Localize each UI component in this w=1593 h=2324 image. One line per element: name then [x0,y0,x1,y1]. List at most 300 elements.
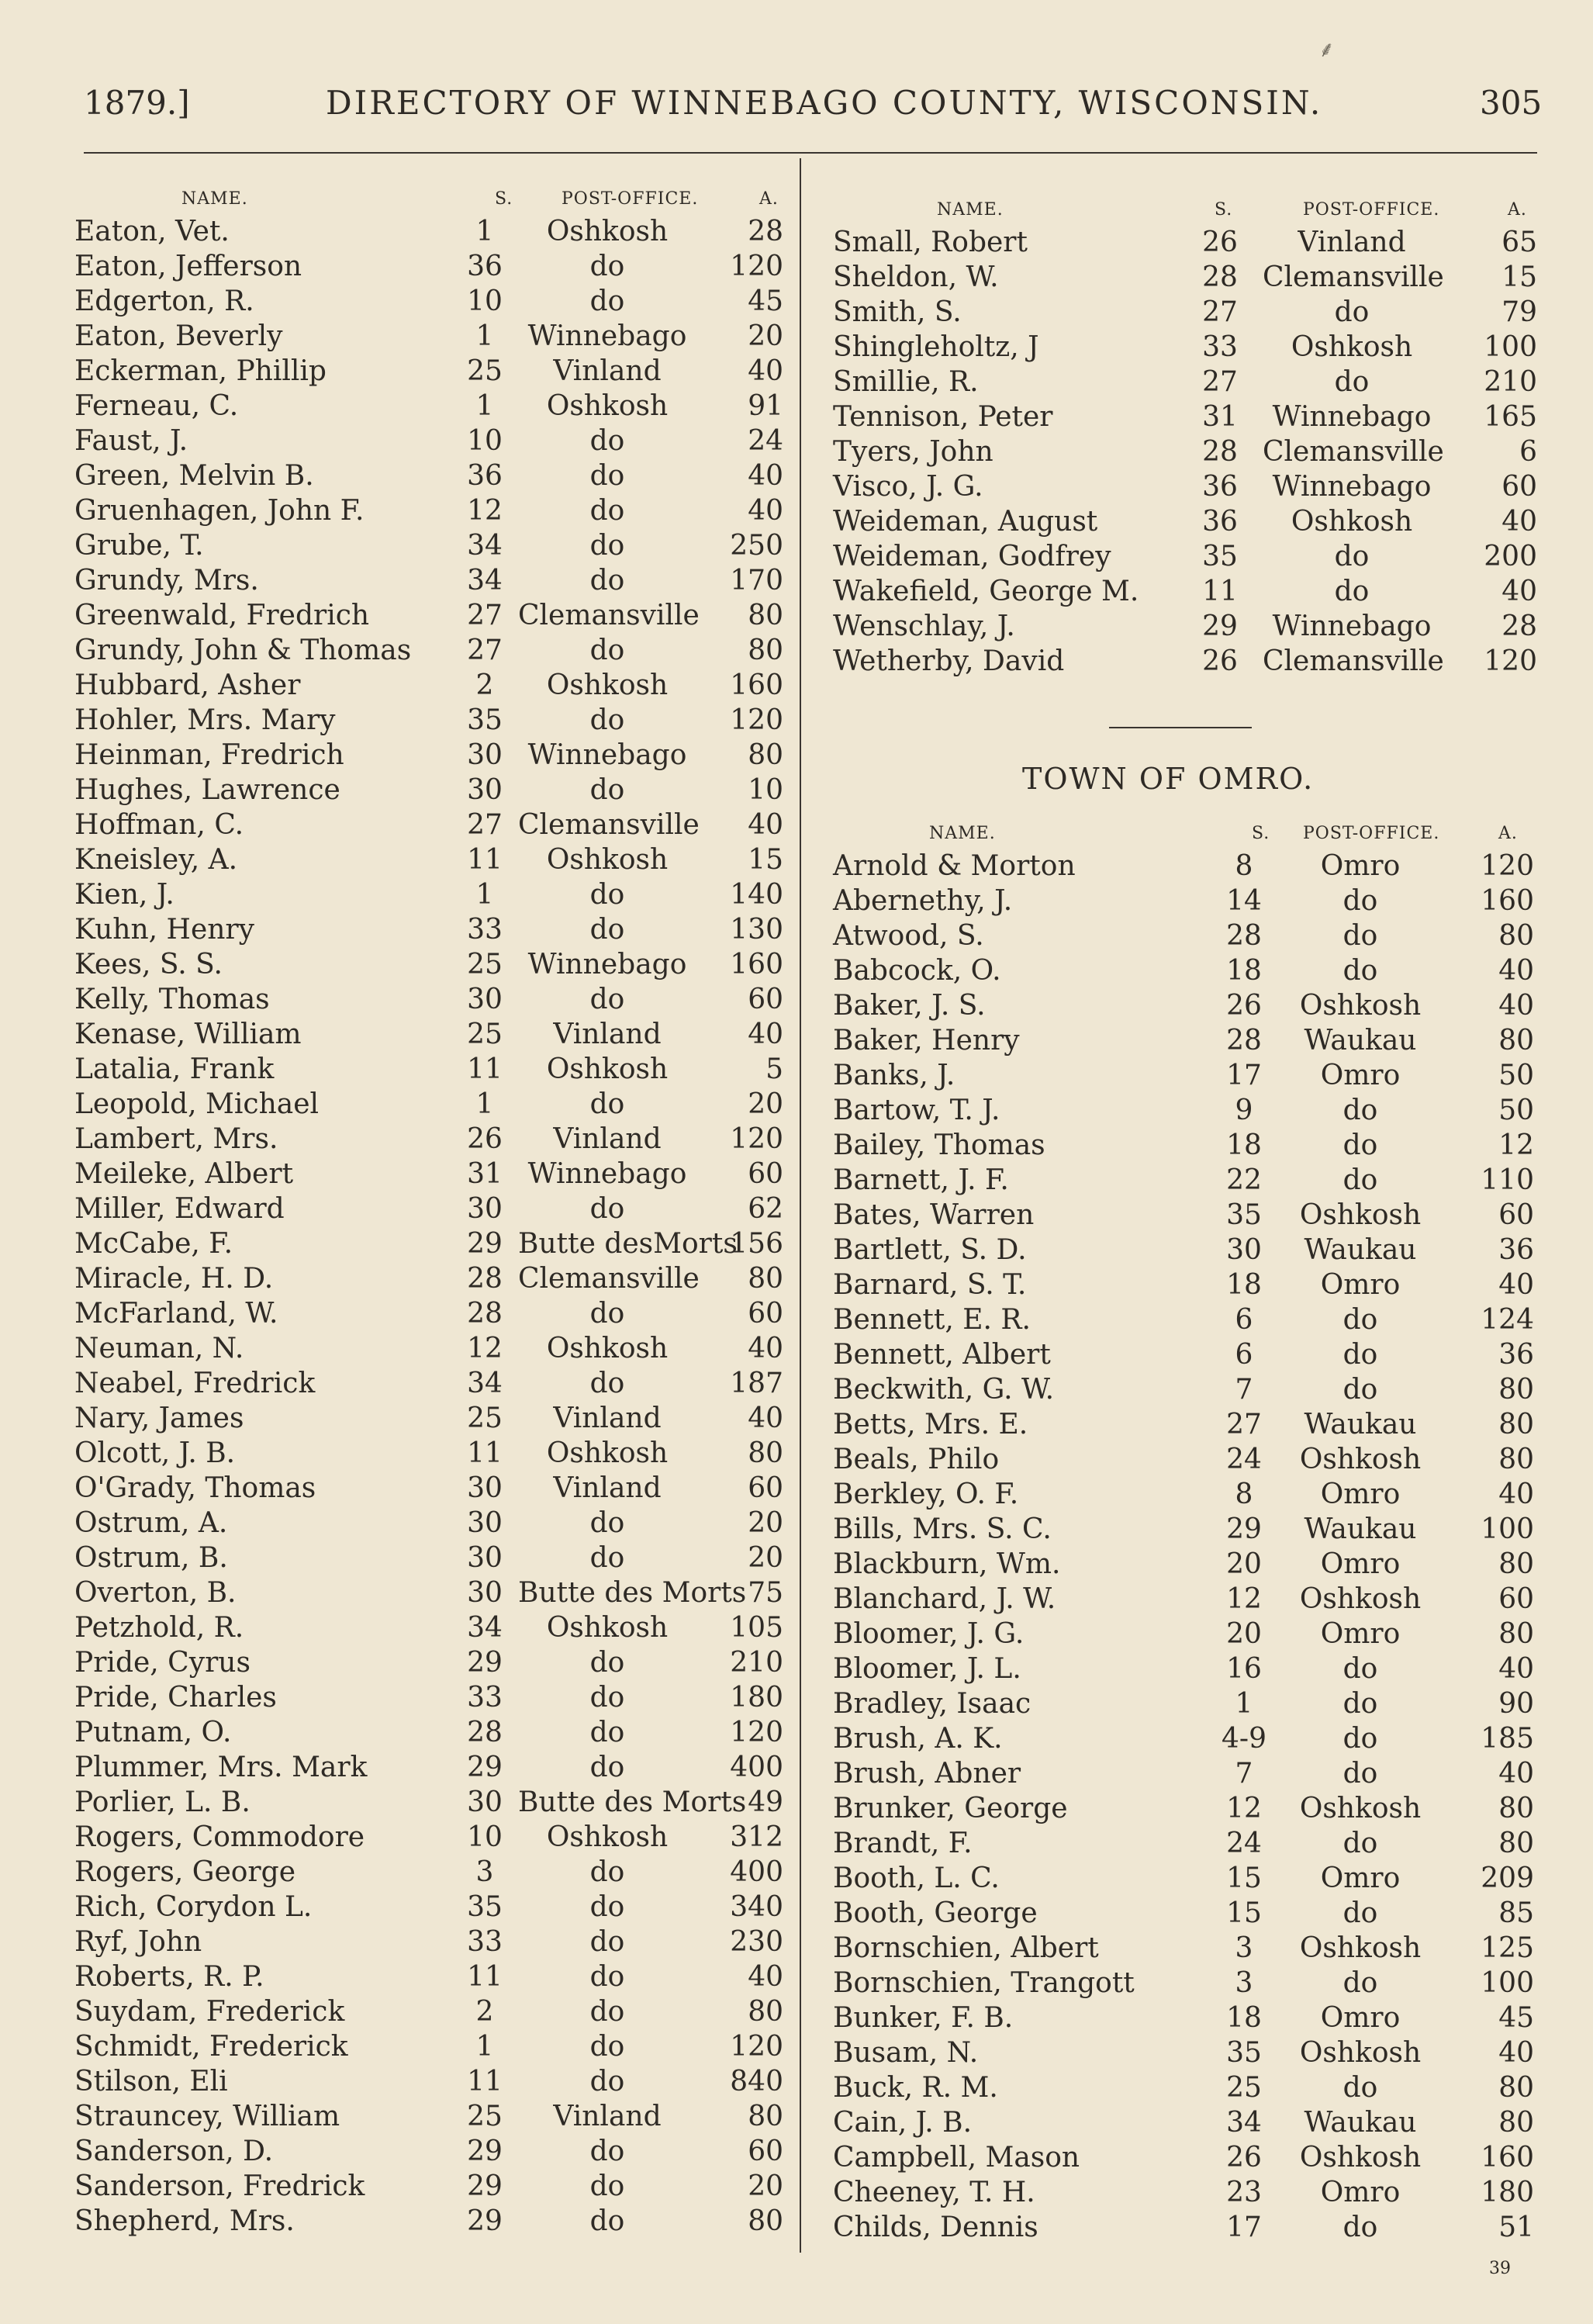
entry-name: Wenschlay, J. [833,610,1015,642]
entry-post-office: do [589,1193,625,1225]
entry-name: Kneisley, A. [74,844,238,876]
entry-name: Kien, J. [74,879,175,911]
entry-post-office: Vinland [1298,227,1406,258]
entry-name: Kuhn, Henry [74,914,254,946]
entry-name: Kenase, William [74,1018,302,1050]
entry-section: 27 [1202,296,1238,328]
table-row [833,609,1546,644]
entry-section: 11 [467,1437,503,1469]
entry-section: 29 [467,2205,503,2237]
table-row [833,1477,1546,1512]
table-row [833,644,1546,679]
entry-post-office: do [1342,955,1378,987]
entry-post-office: Oshkosh [1299,990,1422,1022]
table-row [833,1756,1546,1791]
entry-post-office: do [1334,296,1370,328]
entry-section: 30 [467,1193,503,1225]
entry-post-office: do [589,774,625,806]
table-row [74,1157,796,1191]
entry-acres: 40 [748,355,783,387]
table-row [74,668,796,703]
entry-section: 12 [1226,1793,1262,1824]
entry-name: Schmidt, Frederick [74,2031,348,2063]
header-a: A. [759,189,779,209]
entry-section: 28 [1226,920,1262,952]
entry-name: Bates, Warren [833,1199,1035,1231]
entry-section: 34 [467,1612,503,1644]
table-row [833,1198,1546,1233]
entry-section: 29 [467,2170,503,2202]
entry-acres: 120 [730,1123,783,1155]
entry-name: Pride, Charles [74,1682,277,1714]
entry-acres: 210 [730,1647,783,1679]
entry-name: Eaton, Jefferson [74,251,302,282]
table-row [833,330,1546,365]
entry-name: Meileke, Albert [74,1158,294,1190]
entry-name: Ferneau, C. [74,390,239,422]
entry-name: Bunker, F. B. [833,2002,1014,2034]
entry-post-office: do [589,1996,625,2028]
entry-post-office: do [589,2170,625,2202]
entry-name: Bloomer, J. L. [833,1653,1021,1685]
entry-name: Bradley, Isaac [833,1688,1031,1720]
entry-section: 12 [467,495,503,527]
entry-post-office: do [1342,1897,1378,1929]
entry-post-office: do [589,879,625,911]
entry-post-office: Butte des Morts [518,1786,747,1818]
entry-section: 35 [467,704,503,736]
table-row [74,2134,796,2169]
signature-mark: 39 [1489,2259,1511,2278]
entry-post-office: Clemansville [518,809,700,841]
entry-name: Hohler, Mrs. Mary [74,704,336,736]
entry-name: Strauncey, William [74,2101,340,2132]
entry-post-office: do [589,1752,625,1783]
entry-name: Buck, R. M. [833,2072,998,2104]
entry-name: Beals, Philo [833,1444,1000,1475]
table-row [833,365,1546,399]
table-row [74,633,796,668]
table-row [833,918,1546,953]
table-row [833,295,1546,330]
entry-acres: 125 [1481,1932,1534,1964]
entry-post-office: do [589,2031,625,2063]
entry-name: Roberts, R. P. [74,1961,264,1993]
entry-name: Nary, James [74,1402,244,1434]
entry-name: Bennett, E. R. [833,1304,1031,1336]
entry-name: Rich, Corydon L. [74,1891,313,1923]
entry-post-office: do [1342,1129,1378,1161]
entry-name: Grube, T. [74,530,204,562]
entry-acres: 400 [730,1856,783,1888]
entry-section: 28 [467,1298,503,1330]
entry-acres: 20 [748,2170,783,2202]
table-row [74,2204,796,2239]
entry-acres: 49 [748,1786,783,1818]
entry-post-office: Oshkosh [1299,1583,1422,1615]
entry-section: 1 [475,390,494,422]
entry-post-office: Waukau [1304,2107,1417,2139]
entry-post-office: do [1342,920,1378,952]
entry-acres: 40 [748,1961,783,1993]
entry-section: 15 [1226,1862,1262,1894]
entry-acres: 6 [1519,436,1537,468]
entry-post-office: do [1342,1967,1378,1999]
header-a: A. [1498,824,1518,843]
table-row [833,504,1546,539]
table-row [74,1610,796,1645]
entry-section: 10 [467,285,503,317]
entry-name: Grundy, Mrs. [74,565,259,597]
entry-acres: 40 [1498,955,1534,987]
entry-name: Heinman, Fredrich [74,739,344,771]
entry-name: Visco, J. G. [833,471,983,503]
entry-post-office: do [589,1717,625,1748]
entry-name: Greenwald, Fredrich [74,600,370,631]
table-row [833,953,1546,988]
entry-acres: 180 [730,1682,783,1714]
entry-post-office: Winnebago [527,739,687,771]
page-header [0,76,1593,130]
entry-post-office: Oshkosh [1299,1932,1422,1964]
entry-section: 29 [467,1752,503,1783]
entry-acres: 209 [1481,1862,1534,1894]
entry-name: Rogers, George [74,1856,295,1888]
table-row [74,1087,796,1122]
entry-acres: 100 [1484,331,1537,363]
entry-section: 16 [1226,1653,1262,1685]
entry-acres: 60 [748,1158,783,1190]
entry-section: 11 [467,844,503,876]
entry-section: 12 [467,1333,503,1364]
entry-post-office: do [589,1088,625,1120]
entry-post-office: do [1342,1723,1378,1755]
entry-name: Bailey, Thomas [833,1129,1045,1161]
entry-acres: 230 [730,1926,783,1958]
entry-acres: 36 [1498,1339,1534,1371]
table-row [833,1337,1546,1372]
entry-post-office: do [589,914,625,946]
entry-section: 31 [1202,401,1238,433]
entry-section: 15 [1226,1897,1262,1929]
entry-post-office: do [589,2066,625,2097]
entry-name: Eaton, Beverly [74,320,283,352]
entry-post-office: Vinland [553,1472,662,1504]
entry-post-office: do [589,704,625,736]
entry-section: 25 [1226,2072,1262,2104]
entry-post-office: Oshkosh [546,844,669,876]
entry-acres: 85 [1498,1897,1534,1929]
entry-section: 25 [467,1402,503,1434]
table-row [74,842,796,877]
entry-section: 18 [1226,955,1262,987]
entry-name: Shepherd, Mrs. [74,2205,295,2237]
table-row [74,493,796,528]
entry-acres: 80 [748,1996,783,2028]
table-row [74,738,796,773]
entry-post-office: Butte desMorts [518,1228,738,1260]
entry-post-office: do [589,1891,625,1923]
entry-section: 36 [467,460,503,492]
entry-section: 18 [1226,1129,1262,1161]
entry-post-office: do [589,1298,625,1330]
entry-name: Cheeney, T. H. [833,2177,1035,2208]
entry-name: Baker, Henry [833,1025,1020,1057]
entry-post-office: do [589,1368,625,1399]
entry-section: 34 [467,1368,503,1399]
entry-name: Hoffman, C. [74,809,244,841]
table-row [833,1128,1546,1163]
entry-name: Edgerton, R. [74,285,254,317]
table-row [833,1093,1546,1128]
header-s: S. [1215,200,1233,220]
entry-name: Eaton, Vet. [74,216,230,247]
table-row [833,2210,1546,2245]
header-post-office: POST-OFFICE. [1303,824,1440,843]
entry-acres: 51 [1498,2212,1534,2243]
entry-section: 1 [475,2031,494,2063]
entry-acres: 187 [730,1368,783,1399]
entry-name: Latalia, Frank [74,1053,275,1085]
entry-section: 34 [1226,2107,1262,2139]
entry-name: Berkley, O. F. [833,1478,1019,1510]
entry-post-office: do [1342,1164,1378,1196]
table-row [74,912,796,947]
entry-section: 29 [1202,610,1238,642]
entry-post-office: do [589,495,625,527]
entry-acres: 40 [748,1333,783,1364]
entry-section: 1 [475,216,494,247]
entry-post-office: Clemansville [1263,436,1444,468]
table-row [833,1861,1546,1896]
entry-name: Cain, J. B. [833,2107,973,2139]
entry-acres: 20 [748,1507,783,1539]
entry-post-office: Oshkosh [1299,2037,1422,2069]
entry-acres: 80 [1498,1409,1534,1440]
table-row [833,849,1546,884]
entry-post-office: Vinland [553,1123,662,1155]
entry-name: Banks, J. [833,1060,955,1091]
entry-name: Olcott, J. B. [74,1437,236,1469]
entry-name: Blanchard, J. W. [833,1583,1056,1615]
table-row [74,1471,796,1506]
entry-acres: 80 [1498,1618,1534,1650]
entry-acres: 165 [1484,401,1537,433]
table-row [74,2064,796,2099]
table-row [74,528,796,563]
entry-section: 3 [475,1856,494,1888]
entry-section: 26 [1202,227,1238,258]
table-row [74,2099,796,2134]
page-number: 305 [1480,84,1543,122]
table-row [833,1302,1546,1337]
entry-post-office: do [1342,885,1378,917]
table-row [74,1959,796,1994]
table-row [74,1436,796,1471]
entry-name: Booth, George [833,1897,1038,1929]
table-row [833,1442,1546,1477]
table-row [833,988,1546,1023]
entry-post-office: do [1342,1653,1378,1685]
entry-section: 30 [467,739,503,771]
omro-column [833,814,1546,2245]
entry-name: Small, Robert [833,227,1028,258]
entry-acres: 120 [1481,850,1534,882]
table-row [74,1680,796,1715]
entry-name: Leopold, Michael [74,1088,320,1120]
entry-section: 30 [467,774,503,806]
entry-acres: 210 [1484,366,1537,398]
table-row [833,2105,1546,2140]
table-row [833,1372,1546,1407]
entry-acres: 40 [1498,990,1534,1022]
entry-post-office: Omro [1320,2002,1401,2034]
header-year: 1879.] [84,84,190,122]
table-row [833,1512,1546,1547]
entry-section: 24 [1226,1444,1262,1475]
table-row [74,319,796,354]
entry-acres: 40 [1498,1269,1534,1301]
table-row [74,1401,796,1436]
entry-acres: 80 [748,600,783,631]
entry-section: 11 [467,2066,503,2097]
entry-post-office: Vinland [553,2101,662,2132]
table-row [74,1296,796,1331]
entry-post-office: Winnebago [1272,610,1432,642]
entry-acres: 60 [748,1472,783,1504]
entry-section: 27 [467,809,503,841]
table-row [74,1994,796,2029]
entry-post-office: do [1334,541,1370,572]
table-row [74,424,796,458]
entry-name: Rogers, Commodore [74,1821,365,1853]
entry-post-office: Waukau [1304,1513,1417,1545]
entry-section: 30 [1226,1234,1262,1266]
entry-section: 29 [1226,1513,1262,1545]
entry-section: 25 [467,355,503,387]
entry-acres: 20 [748,320,783,352]
entry-acres: 80 [748,2101,783,2132]
entry-section: 6 [1235,1304,1253,1336]
table-row [833,884,1546,918]
entry-post-office: Oshkosh [1299,1793,1422,1824]
table-row [74,2029,796,2064]
entry-section: 6 [1235,1339,1253,1371]
entry-acres: 40 [748,495,783,527]
table-row [74,773,796,808]
entry-post-office: Oshkosh [546,1437,669,1469]
entry-post-office: do [589,425,625,457]
entry-post-office: do [1342,2072,1378,2104]
entry-name: Brunker, George [833,1793,1068,1824]
entry-acres: 24 [748,425,783,457]
entry-section: 27 [1202,366,1238,398]
entry-section: 22 [1226,1164,1262,1196]
entry-acres: 80 [1498,1444,1534,1475]
entry-name: Ostrum, B. [74,1542,228,1574]
table-row [833,2035,1546,2070]
entry-section: 35 [1226,2037,1262,2069]
entry-acres: 80 [1498,1828,1534,1859]
entry-name: Busam, N. [833,2037,979,2069]
entry-section: 1 [1235,1688,1253,1720]
entry-post-office: Vinland [553,1018,662,1050]
entry-section: 29 [467,1228,503,1260]
table-row [833,1407,1546,1442]
table-row [833,1617,1546,1651]
table-row [833,399,1546,434]
entry-name: Bornschien, Albert [833,1932,1099,1964]
entry-name: Bennett, Albert [833,1339,1051,1371]
entry-name: Shingleholtz, J [833,331,1039,363]
table-row [74,1541,796,1575]
entry-post-office: do [589,530,625,562]
header-rule [84,152,1537,154]
table-row [74,1226,796,1261]
header-name: NAME. [937,200,1004,220]
entry-name: Miller, Edward [74,1193,285,1225]
entry-section: 33 [467,1926,503,1958]
entry-acres: 40 [748,809,783,841]
entry-section: 28 [1226,1025,1262,1057]
table-row [74,1122,796,1157]
entry-post-office: do [589,1507,625,1539]
entry-acres: 20 [748,1088,783,1120]
entry-post-office: Clemansville [1263,261,1444,293]
table-row [74,1506,796,1541]
entry-name: Bloomer, J. G. [833,1618,1025,1650]
entry-section: 11 [467,1961,503,1993]
entry-post-office: Clemansville [518,600,700,631]
entry-name: Bornschien, Trangott [833,1967,1135,1999]
entry-section: 29 [467,1647,503,1679]
entry-post-office: Oshkosh [1291,331,1413,363]
entry-acres: 170 [730,565,783,597]
entry-acres: 20 [748,1542,783,1574]
table-row [74,354,796,389]
entry-acres: 40 [1498,2037,1534,2069]
table-row [74,214,796,249]
entry-name: Bartow, T. J. [833,1095,1000,1126]
entry-post-office: Omro [1320,1618,1401,1650]
entry-post-office: Waukau [1304,1409,1417,1440]
entry-section: 7 [1235,1374,1253,1406]
entry-acres: 100 [1481,1513,1534,1545]
header-post-office: POST-OFFICE. [1303,200,1440,220]
entry-acres: 340 [730,1891,783,1923]
entry-acres: 45 [1498,2002,1534,2034]
entry-post-office: do [589,1647,625,1679]
entry-acres: 50 [1498,1095,1534,1126]
entry-post-office: do [589,2205,625,2237]
table-row [833,260,1546,295]
entry-acres: 5 [765,1053,783,1085]
entry-name: Smillie, R. [833,366,979,398]
entry-acres: 80 [1498,1374,1534,1406]
table-row [74,1366,796,1401]
table-row [74,249,796,284]
entry-section: 10 [467,425,503,457]
entry-acres: 40 [748,1018,783,1050]
entry-acres: 140 [730,879,783,911]
entry-acres: 80 [1498,1548,1534,1580]
entry-post-office: Oshkosh [1299,1444,1422,1475]
table-row [74,703,796,738]
entry-name: Childs, Dennis [833,2212,1038,2243]
entry-post-office: Oshkosh [546,1053,669,1085]
entry-acres: 80 [1498,1793,1534,1824]
entry-post-office: Butte des Morts [518,1577,747,1609]
